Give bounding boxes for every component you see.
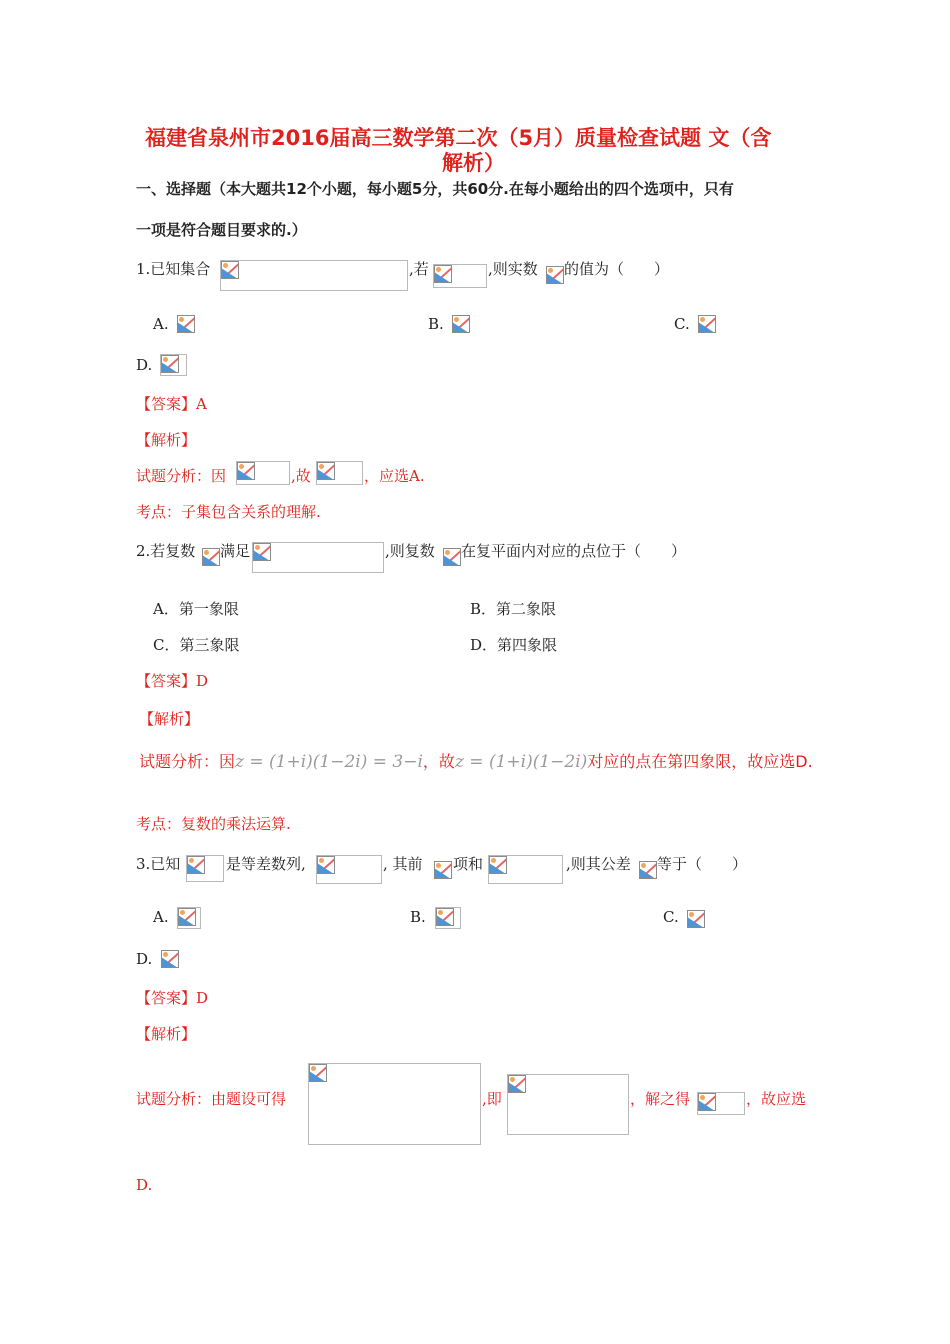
broken-image-icon xyxy=(639,861,657,879)
q2-stem: ,则复数 xyxy=(385,542,435,560)
q1-stem: ,则实数 xyxy=(488,260,538,278)
answer-label: 【答案】D xyxy=(136,989,209,1007)
analysis-label: 【解析】 xyxy=(139,710,200,728)
q1-stem: ,若 xyxy=(409,260,429,278)
broken-image-icon xyxy=(253,543,271,561)
formula-image xyxy=(308,1063,481,1145)
broken-image-icon xyxy=(202,548,220,566)
option-d: D．第四象限 xyxy=(470,636,558,654)
answer-label: 【答案】D xyxy=(136,672,209,690)
broken-image-icon xyxy=(698,1093,716,1111)
option-a: A. xyxy=(153,908,169,926)
option-b: B．第二象限 xyxy=(470,600,557,618)
option-c: C. xyxy=(674,315,690,333)
broken-image-icon xyxy=(187,856,205,874)
q2-stem: 在复平面内对应的点位于（ ） xyxy=(461,542,687,560)
broken-image-icon xyxy=(508,1075,526,1093)
analysis-text: ，故应选 xyxy=(746,1090,807,1108)
option-d: D. xyxy=(136,950,153,968)
q2-stem: 满足 xyxy=(220,542,251,560)
formula-image xyxy=(252,542,384,573)
analysis-text: ，应选A. xyxy=(364,467,425,485)
q1-stem: 1.已知集合 xyxy=(136,260,211,278)
section-heading-continued: 一项是符合题目要求的.） xyxy=(136,221,307,239)
analysis-text: ，解之得 xyxy=(630,1090,691,1108)
broken-image-icon xyxy=(178,908,196,926)
broken-image-icon xyxy=(443,548,461,566)
broken-image-icon xyxy=(698,315,716,333)
q3-stem: , 其前 xyxy=(383,855,423,873)
answer-label: 【答案】A xyxy=(136,395,207,413)
broken-image-icon xyxy=(177,315,195,333)
formula-image xyxy=(220,260,408,291)
q3-stem: ,则其公差 xyxy=(566,855,631,873)
q3-stem: 是等差数列, xyxy=(226,855,306,873)
option-a: A. xyxy=(153,315,169,333)
broken-image-icon xyxy=(434,861,452,879)
broken-image-icon xyxy=(317,462,335,480)
analysis-label: 【解析】 xyxy=(136,1025,197,1043)
analysis-text-line xyxy=(139,749,813,772)
analysis-text: ,故 xyxy=(291,467,311,485)
broken-image-icon xyxy=(237,462,255,480)
q3-stem: 3.已知 xyxy=(136,855,181,873)
broken-image-icon xyxy=(161,355,179,373)
analysis-text: 对应的点在第四象限，故应选D. xyxy=(587,752,813,771)
option-d: D. xyxy=(136,356,153,374)
math-expression: z = (1+i)(1−2i) xyxy=(454,752,588,772)
broken-image-icon xyxy=(452,315,470,333)
broken-image-icon xyxy=(309,1064,327,1082)
option-c: C．第三象限 xyxy=(153,636,240,654)
analysis-text: D. xyxy=(136,1176,153,1194)
option-a: A．第一象限 xyxy=(153,600,239,618)
kaodian-text: 考点：子集包含关系的理解. xyxy=(136,503,321,521)
analysis-text: ,即 xyxy=(482,1090,502,1108)
option-b: B. xyxy=(428,315,444,333)
broken-image-icon xyxy=(687,910,705,928)
option-b: B. xyxy=(410,908,426,926)
broken-image-icon xyxy=(161,950,179,968)
kaodian-text: 考点：复数的乘法运算. xyxy=(136,815,291,833)
q1-stem: 的值为（ ） xyxy=(564,260,670,278)
analysis-text: 试题分析：因 xyxy=(139,752,236,771)
q2-stem: 2.若复数 xyxy=(136,542,196,560)
broken-image-icon xyxy=(221,261,239,279)
broken-image-icon xyxy=(317,856,335,874)
broken-image-icon xyxy=(489,856,507,874)
q3-stem: 项和 xyxy=(453,855,484,873)
analysis-text: 试题分析：由题设可得 xyxy=(136,1090,287,1108)
broken-image-icon xyxy=(546,266,564,284)
broken-image-icon xyxy=(436,908,454,926)
option-c: C. xyxy=(663,908,679,926)
q3-stem: 等于（ ） xyxy=(657,855,748,873)
analysis-text: 试题分析：因 xyxy=(136,467,227,485)
section-heading: 一、选择题（本大题共12个小题，每小题5分，共60分.在每小题给出的四个选项中，只有 xyxy=(136,180,734,198)
math-expression: z = (1+i)(1−2i) = 3−i xyxy=(235,752,423,772)
broken-image-icon xyxy=(434,265,452,283)
page-title: 福建省泉州市2016届高三数学第二次（5月）质量检查试题 文（含 xyxy=(145,126,772,150)
analysis-text: ，故 xyxy=(422,752,455,771)
page-title-continued: 解析） xyxy=(442,151,505,175)
analysis-label: 【解析】 xyxy=(136,431,197,449)
